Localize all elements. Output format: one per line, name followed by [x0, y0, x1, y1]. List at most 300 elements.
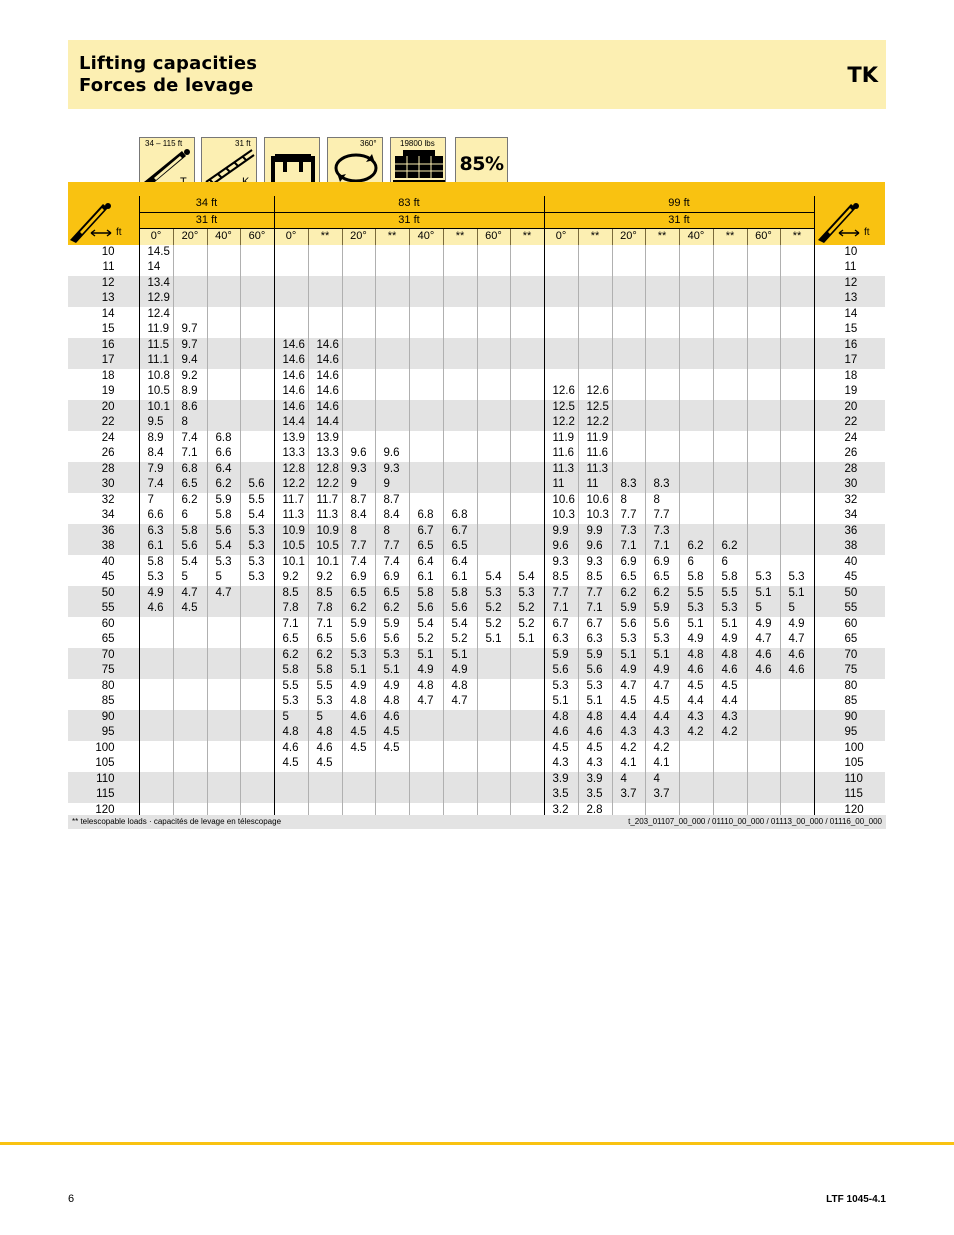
table-row [68, 524, 885, 540]
capacity-cell: 12.6 [544, 384, 578, 400]
capacity-cell [612, 384, 645, 400]
capacity-cell: 4.5 [578, 741, 612, 757]
radius-cell-right: 70 [814, 648, 885, 664]
capacity-cell [240, 276, 274, 292]
capacity-cell: 5.9 [645, 601, 679, 617]
capacity-cell [510, 369, 544, 385]
capacity-cell: 12.2 [274, 477, 308, 493]
capacity-cell: 14.6 [274, 338, 308, 354]
capacity-cell: 5.9 [207, 493, 240, 509]
capacity-cell: 4.2 [713, 725, 747, 741]
angle-header: ** [780, 229, 814, 245]
model-name: LTF 1045-4.1 [826, 1194, 886, 1205]
capacity-cell [612, 307, 645, 323]
capacity-cell [679, 787, 713, 803]
capacity-cell: 8 [612, 493, 645, 509]
capacity-cell: 6.2 [207, 477, 240, 493]
capacity-cell: 4.8 [578, 710, 612, 726]
capacity-cell: 5.9 [375, 617, 409, 633]
capacity-cell [240, 291, 274, 307]
capacity-cell [578, 307, 612, 323]
capacity-cell [645, 276, 679, 292]
capacity-cell: 5.3 [274, 694, 308, 710]
capacity-cell: 5.8 [274, 663, 308, 679]
capacity-cell [780, 415, 814, 431]
capacity-cell [747, 741, 780, 757]
capacity-cell: 5.2 [409, 632, 443, 648]
capacity-cell [544, 322, 578, 338]
capacity-cell [207, 601, 240, 617]
capacity-cell: 5.8 [139, 555, 173, 571]
capacity-cell [679, 245, 713, 261]
capacity-cell: 5.3 [510, 586, 544, 602]
capacity-cell [308, 307, 342, 323]
capacity-cell: 6.8 [443, 508, 477, 524]
capacity-cell: 12.2 [578, 415, 612, 431]
capacity-cell: 5.6 [612, 617, 645, 633]
table-row [68, 539, 885, 555]
capacity-cell [139, 648, 173, 664]
capacity-cell [240, 369, 274, 385]
radius-cell-right: 38 [814, 539, 885, 555]
radius-cell-right: 45 [814, 570, 885, 586]
capacity-cell: 3.9 [578, 772, 612, 788]
capacity-cell: 5.3 [578, 679, 612, 695]
radius-cell-right: 60 [814, 617, 885, 633]
capacity-cell [409, 338, 443, 354]
angle-header: 20° [173, 229, 207, 245]
capacity-cell [510, 493, 544, 509]
capacity-cell [207, 338, 240, 354]
capacity-cell: 3.9 [544, 772, 578, 788]
capacity-cell [679, 369, 713, 385]
capacity-cell: 5.6 [375, 632, 409, 648]
capacity-cell: 14.6 [308, 338, 342, 354]
capacity-cell [679, 353, 713, 369]
boom-length-row [68, 196, 885, 212]
capacity-cell [747, 322, 780, 338]
capacity-cell [747, 462, 780, 478]
table-row [68, 431, 885, 447]
footnote-bar [68, 815, 886, 829]
capacity-cell: 5.1 [645, 648, 679, 664]
capacity-cell: 4.3 [612, 725, 645, 741]
capacity-cell [409, 787, 443, 803]
capacity-cell: 5.1 [409, 648, 443, 664]
capacity-cell: 9.5 [139, 415, 173, 431]
capacity-cell: 12.6 [578, 384, 612, 400]
radius-cell-right: 34 [814, 508, 885, 524]
boom-length-3: 99 ft [544, 196, 814, 212]
capacity-cell [240, 245, 274, 261]
capacity-cell [477, 679, 510, 695]
radius-cell-right: 28 [814, 462, 885, 478]
capacity-cell [477, 772, 510, 788]
capacity-cell: 14.4 [274, 415, 308, 431]
capacity-cell [747, 694, 780, 710]
title-en: Lifting capacities [79, 53, 258, 74]
capacity-cell [477, 307, 510, 323]
capacity-cell [409, 477, 443, 493]
capacity-cell: 5.2 [477, 617, 510, 633]
capacity-cell: 5.9 [342, 617, 375, 633]
jib-length-1: 31 ft [139, 212, 274, 229]
capacity-cell: 13.3 [308, 446, 342, 462]
capacity-cell [679, 291, 713, 307]
capacity-cell: 4.7 [612, 679, 645, 695]
capacity-cell [477, 245, 510, 261]
radius-cell-left: 70 [68, 648, 139, 664]
capacity-cell: 6.5 [612, 570, 645, 586]
capacity-cell: 14.5 [139, 245, 173, 261]
capacity-cell: 7.1 [544, 601, 578, 617]
radius-cell-left: 95 [68, 725, 139, 741]
capacity-cell: 4.1 [645, 756, 679, 772]
capacity-cell: 8.9 [173, 384, 207, 400]
table-row [68, 570, 885, 586]
capacity-cell [510, 555, 544, 571]
capacity-cell [139, 679, 173, 695]
capacity-cell [240, 415, 274, 431]
capacity-cell [173, 648, 207, 664]
capacity-cell [207, 725, 240, 741]
capacity-cell [342, 260, 375, 276]
capacity-cell [173, 291, 207, 307]
radius-cell-left: 45 [68, 570, 139, 586]
capacity-cell: 9.3 [342, 462, 375, 478]
capacity-cell [409, 431, 443, 447]
capacity-cell: 6.3 [139, 524, 173, 540]
capacity-cell: 5.6 [578, 663, 612, 679]
capacity-cell [274, 787, 308, 803]
capacity-cell: 11.9 [544, 431, 578, 447]
page-number: 6 [68, 1193, 75, 1205]
capacity-cell [679, 338, 713, 354]
capacity-cell [612, 353, 645, 369]
capacity-cell [173, 772, 207, 788]
radius-unit-left: ft [116, 227, 122, 238]
capacity-cell [443, 384, 477, 400]
capacity-cell: 14 [139, 260, 173, 276]
angle-header: ** [443, 229, 477, 245]
jib-length-3: 31 ft [544, 212, 814, 229]
radius-cell-left: 38 [68, 539, 139, 555]
capacity-cell: 6.8 [207, 431, 240, 447]
capacity-cell: 5.5 [713, 586, 747, 602]
capacity-cell: 5.3 [240, 555, 274, 571]
capacity-cell: 7.3 [645, 524, 679, 540]
angle-header: ** [510, 229, 544, 245]
capacity-cell [375, 787, 409, 803]
radius-cell-left: 24 [68, 431, 139, 447]
capacity-cell: 6.5 [645, 570, 679, 586]
table-row [68, 679, 885, 695]
capacity-cell [645, 369, 679, 385]
radius-cell-left: 30 [68, 477, 139, 493]
capacity-cell [477, 539, 510, 555]
capacity-cell [747, 431, 780, 447]
table-row [68, 787, 885, 803]
capacity-cell: 6 [173, 508, 207, 524]
capacity-cell [443, 446, 477, 462]
capacity-cell [443, 245, 477, 261]
capacity-cell [747, 291, 780, 307]
radius-cell-right: 19 [814, 384, 885, 400]
capacity-cell: 9.6 [375, 446, 409, 462]
capacity-cell: 3.5 [544, 787, 578, 803]
capacity-cell [780, 400, 814, 416]
capacity-cell: 10.5 [308, 539, 342, 555]
capacity-cell: 5 [173, 570, 207, 586]
jib-length-label: 31 ft [235, 139, 251, 148]
table-row [68, 772, 885, 788]
capacity-cell [747, 477, 780, 493]
capacity-cell: 5.1 [510, 632, 544, 648]
capacity-cell: 4.6 [342, 710, 375, 726]
radius-cell-right: 65 [814, 632, 885, 648]
capacity-cell: 4.6 [544, 725, 578, 741]
capacity-cell [612, 338, 645, 354]
capacity-cell: 10.9 [274, 524, 308, 540]
capacity-cell [443, 787, 477, 803]
capacity-cell: 8.5 [544, 570, 578, 586]
capacity-cell [477, 431, 510, 447]
capacity-cell [747, 772, 780, 788]
capacity-cell [713, 400, 747, 416]
capacity-cell: 4.5 [342, 725, 375, 741]
capacity-cell [139, 756, 173, 772]
capacity-cell [544, 291, 578, 307]
capacity-cell [207, 400, 240, 416]
table-row [68, 353, 885, 369]
capacity-cell: 5.3 [240, 570, 274, 586]
capacity-cell [375, 353, 409, 369]
capacity-cell [409, 369, 443, 385]
capacity-cell: 7.1 [274, 617, 308, 633]
footer-rule [0, 1142, 954, 1145]
capacity-cell: 7.1 [612, 539, 645, 555]
capacity-cell: 9.6 [342, 446, 375, 462]
capacity-cell [679, 384, 713, 400]
capacity-cell: 4.6 [747, 648, 780, 664]
capacity-cell: 11.1 [139, 353, 173, 369]
capacity-cell [713, 415, 747, 431]
capacity-cell [342, 400, 375, 416]
capacity-cell: 5.3 [375, 648, 409, 664]
capacity-cell: 4.5 [308, 756, 342, 772]
capacity-cell [477, 446, 510, 462]
radius-cell-left: 100 [68, 741, 139, 757]
capacity-cell [510, 446, 544, 462]
capacity-cell: 5.5 [308, 679, 342, 695]
capacity-cell: 4.4 [612, 710, 645, 726]
capacity-cell: 6.5 [409, 539, 443, 555]
capacity-cell: 14.6 [308, 384, 342, 400]
capacity-cell: 13.4 [139, 276, 173, 292]
capacity-cell [240, 617, 274, 633]
radius-cell-left: 50 [68, 586, 139, 602]
capacity-cell: 10.6 [544, 493, 578, 509]
capacity-cell [612, 446, 645, 462]
radius-cell-right: 50 [814, 586, 885, 602]
capacity-cell [409, 415, 443, 431]
capacity-cell: 5.9 [544, 648, 578, 664]
angle-header: 0° [139, 229, 173, 245]
radius-cell-right: 80 [814, 679, 885, 695]
capacity-cell [443, 725, 477, 741]
radius-cell-right: 18 [814, 369, 885, 385]
capacity-cell: 13.9 [274, 431, 308, 447]
capacity-cell [477, 291, 510, 307]
capacity-cell [578, 353, 612, 369]
capacity-cell [139, 741, 173, 757]
radius-cell-left: 19 [68, 384, 139, 400]
capacity-cell [308, 322, 342, 338]
capacity-cell [409, 291, 443, 307]
capacity-cell: 4.6 [308, 741, 342, 757]
capacity-cell: 5.3 [645, 632, 679, 648]
capacity-cell: 8 [173, 415, 207, 431]
capacity-cell [713, 260, 747, 276]
capacity-cell [544, 307, 578, 323]
capacity-cell [645, 322, 679, 338]
capacity-cell: 9.2 [308, 570, 342, 586]
capacity-cell: 4.9 [139, 586, 173, 602]
capacity-cell [443, 338, 477, 354]
capacity-cell: 5.5 [274, 679, 308, 695]
capacity-cell [510, 291, 544, 307]
radius-cell-left: 28 [68, 462, 139, 478]
capacity-cell [240, 338, 274, 354]
capacity-cell: 8.7 [375, 493, 409, 509]
capacity-cell: 5.1 [679, 617, 713, 633]
radius-cell-right: 12 [814, 276, 885, 292]
capacity-cell: 4.7 [207, 586, 240, 602]
capacity-cell: 4.8 [679, 648, 713, 664]
capacity-cell: 5.3 [240, 524, 274, 540]
capacity-cell: 9.3 [544, 555, 578, 571]
capacity-cell [612, 276, 645, 292]
capacity-cell: 5.1 [342, 663, 375, 679]
capacity-cell: 6.5 [443, 539, 477, 555]
capacity-cell: 14.4 [308, 415, 342, 431]
capacity-cell: 7.1 [173, 446, 207, 462]
table-row [68, 493, 885, 509]
capacity-cell [207, 648, 240, 664]
capacity-cell [713, 322, 747, 338]
capacity-cell: 4.6 [679, 663, 713, 679]
radius-cell-right: 22 [814, 415, 885, 431]
capacity-cell: 4.8 [308, 725, 342, 741]
capacity-cell [207, 369, 240, 385]
capacity-cell: 11 [578, 477, 612, 493]
table-row [68, 710, 885, 726]
capacity-cell: 6.9 [612, 555, 645, 571]
capacity-cell: 6 [713, 555, 747, 571]
capacity-cell [780, 260, 814, 276]
capacity-cell [274, 260, 308, 276]
capacity-cell: 5.8 [308, 663, 342, 679]
capacity-cell [477, 369, 510, 385]
capacity-cell: 4.9 [443, 663, 477, 679]
capacity-cell [240, 772, 274, 788]
capacity-cell [240, 260, 274, 276]
capacity-cell [510, 384, 544, 400]
capacity-cell [477, 260, 510, 276]
capacity-cell [207, 245, 240, 261]
capacity-cell: 8.3 [612, 477, 645, 493]
capacity-cell: 5.6 [207, 524, 240, 540]
capacity-cell: 5.1 [544, 694, 578, 710]
capacity-cell [173, 617, 207, 633]
capacity-cell [713, 431, 747, 447]
capacity-cell [713, 508, 747, 524]
capacity-cell [679, 260, 713, 276]
capacity-cell: 4.7 [645, 679, 679, 695]
capacity-cell: 5.6 [173, 539, 207, 555]
capacity-cell: 5 [308, 710, 342, 726]
lifting-capacity-table [68, 182, 885, 818]
capacity-cell [207, 787, 240, 803]
capacity-cell: 4 [612, 772, 645, 788]
capacity-cell: 12.4 [139, 307, 173, 323]
capacity-cell: 7.8 [308, 601, 342, 617]
capacity-cell [240, 648, 274, 664]
capacity-cell [477, 756, 510, 772]
capacity-cell: 8.5 [308, 586, 342, 602]
capacity-cell [578, 338, 612, 354]
radius-cell-right: 15 [814, 322, 885, 338]
table-row [68, 648, 885, 664]
capacity-cell: 14.6 [308, 369, 342, 385]
capacity-cell: 8.4 [375, 508, 409, 524]
capacity-cell [510, 431, 544, 447]
capacity-cell [240, 694, 274, 710]
radius-cell-right: 120 [814, 803, 885, 819]
capacity-cell [139, 694, 173, 710]
capacity-cell: 6.8 [173, 462, 207, 478]
capacity-cell [713, 772, 747, 788]
capacity-cell [780, 291, 814, 307]
capacity-cell [780, 524, 814, 540]
capacity-cell [679, 446, 713, 462]
capacity-cell [443, 493, 477, 509]
counterweight-label: 19800 lbs [400, 139, 435, 148]
radius-cell-right: 10 [814, 245, 885, 261]
capacity-cell: 5.6 [544, 663, 578, 679]
capacity-cell: 6.4 [409, 555, 443, 571]
capacity-cell: 6.5 [375, 586, 409, 602]
capacity-cell [342, 415, 375, 431]
capacity-cell: 4 [645, 772, 679, 788]
capacity-cell [780, 493, 814, 509]
jib-length-2: 31 ft [274, 212, 544, 229]
capacity-cell [139, 787, 173, 803]
capacity-cell [342, 276, 375, 292]
capacity-cell [342, 291, 375, 307]
capacity-cell [409, 276, 443, 292]
capacity-cell [240, 307, 274, 323]
capacity-cell: 5.2 [477, 601, 510, 617]
capacity-cell: 8 [645, 493, 679, 509]
capacity-cell: 4.9 [780, 617, 814, 633]
capacity-cell [240, 586, 274, 602]
capacity-cell [342, 353, 375, 369]
capacity-cell [612, 291, 645, 307]
capacity-cell: 6.2 [679, 539, 713, 555]
capacity-cell [342, 772, 375, 788]
jib-length-row [68, 212, 885, 229]
